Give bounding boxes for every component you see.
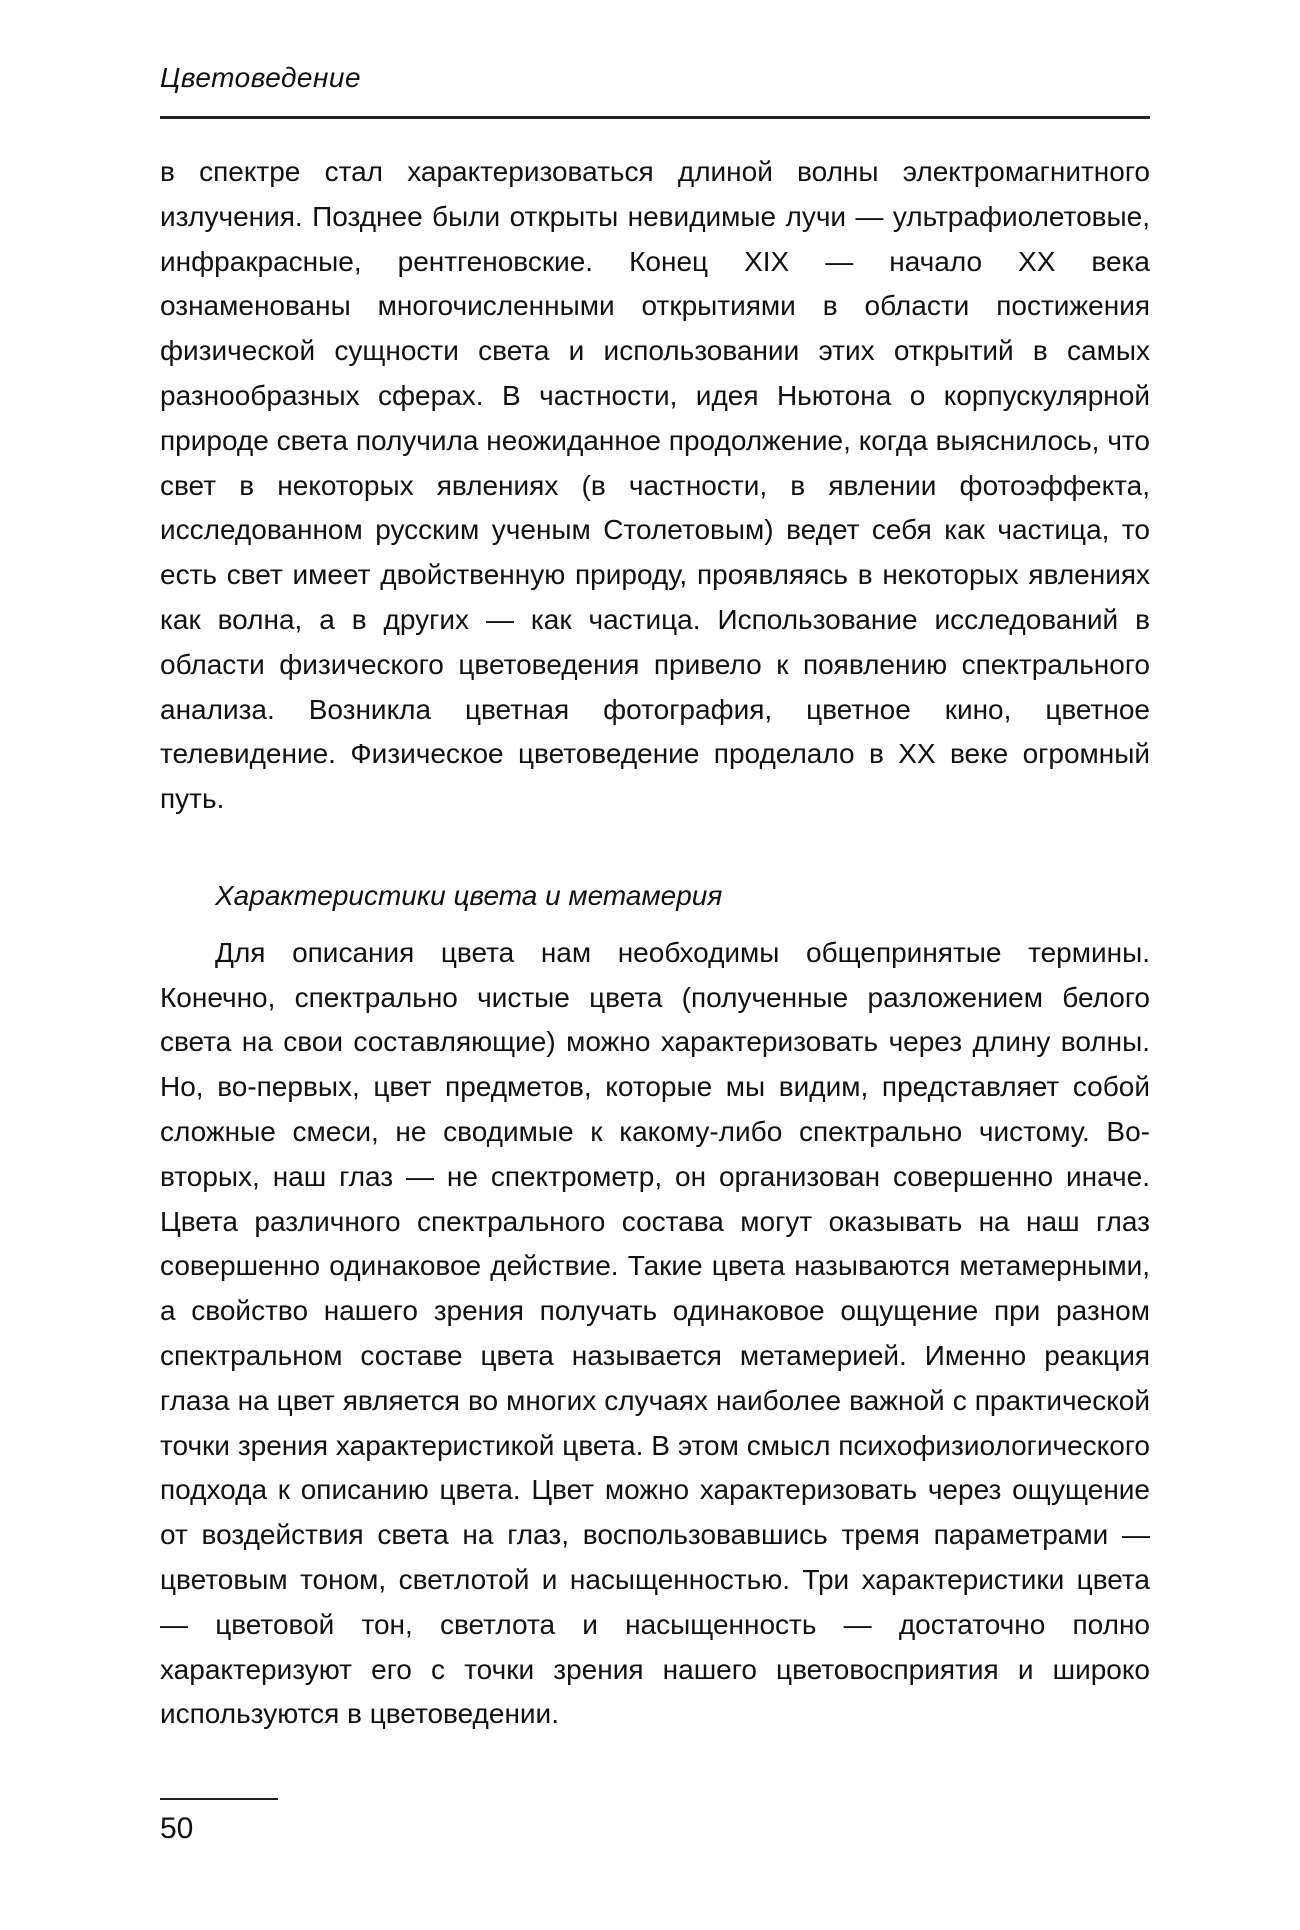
page-number: 50 (160, 1812, 194, 1845)
running-header-title: Цветоведение (160, 62, 362, 93)
section-heading: Характеристики цвета и метамерия (215, 879, 723, 911)
footer-divider (160, 1798, 278, 1800)
body-paragraph-1: в спектре стал характеризоваться длиной волны электромагнитного излучения. Позднее были открыты невидимые лучи — ультрафиолетовые, инфракрасные, рентгеновские. Конец XIX — начало XX века ознаменованы многочисленными открытиями в области постижения физической сущности света и использовании этих открытий в самых разнообразных сферах. В частности, идея Ньютона о корпускулярной природе света получила неожиданное продолжение, когда выяснилось, что свет в некоторых явлениях (в частности, в явлении фотоэффекта, исследованном русским ученым Столетовым) ведет себя как частица, то есть свет имеет двойственную природу, проявляясь в некоторых явлениях как волна, а в других — как частица. Использование исследований в области физического цветоведения привело к появлению спектрального анализа. Возникла цветная фотография, цветное кино, цветное телевидение. Физическое цветоведение проделало в XX веке огромный путь. (160, 156, 1150, 815)
header-divider (160, 116, 1150, 119)
page-body (160, 150, 1150, 1737)
body-paragraph-2: Для описания цвета нам необходимы общепринятые термины. Конечно, спектрально чистые цвета (полученные разложением белого света на свои составляющие) можно характеризовать через длину волны. Но, во-первых, цвет предметов, которые мы видим, представляет собой сложные смеси, не сводимые к какому-либо спектрально чистому. Во-вторых, наш глаз — не спектрометр, он организован совершенно иначе. Цвета различного спектрального состава могут оказывать на наш глаз совершенно одинаковое действие. Такие цвета называются метамерными, а свойство нашего зрения получать одинаковое ощущение при разном спектральном составе цвета называется метамерией. Именно реакция глаза на цвет является во многих случаях наиболее важной с практической точки зрения характеристикой цвета. В этом смысл психофизиологического подхода к описанию цвета. Цвет можно характеризовать через ощущение от воздействия света на глаз, воспользовавшись тремя параметрами — цветовым тоном, светлотой и насыщенностью. Три характеристики цвета — цветовой тон, светлота и насыщенность — достаточно полно характеризуют его с точки зрения нашего цветовосприятия и широко используются в цветоведении. (160, 936, 1150, 1730)
